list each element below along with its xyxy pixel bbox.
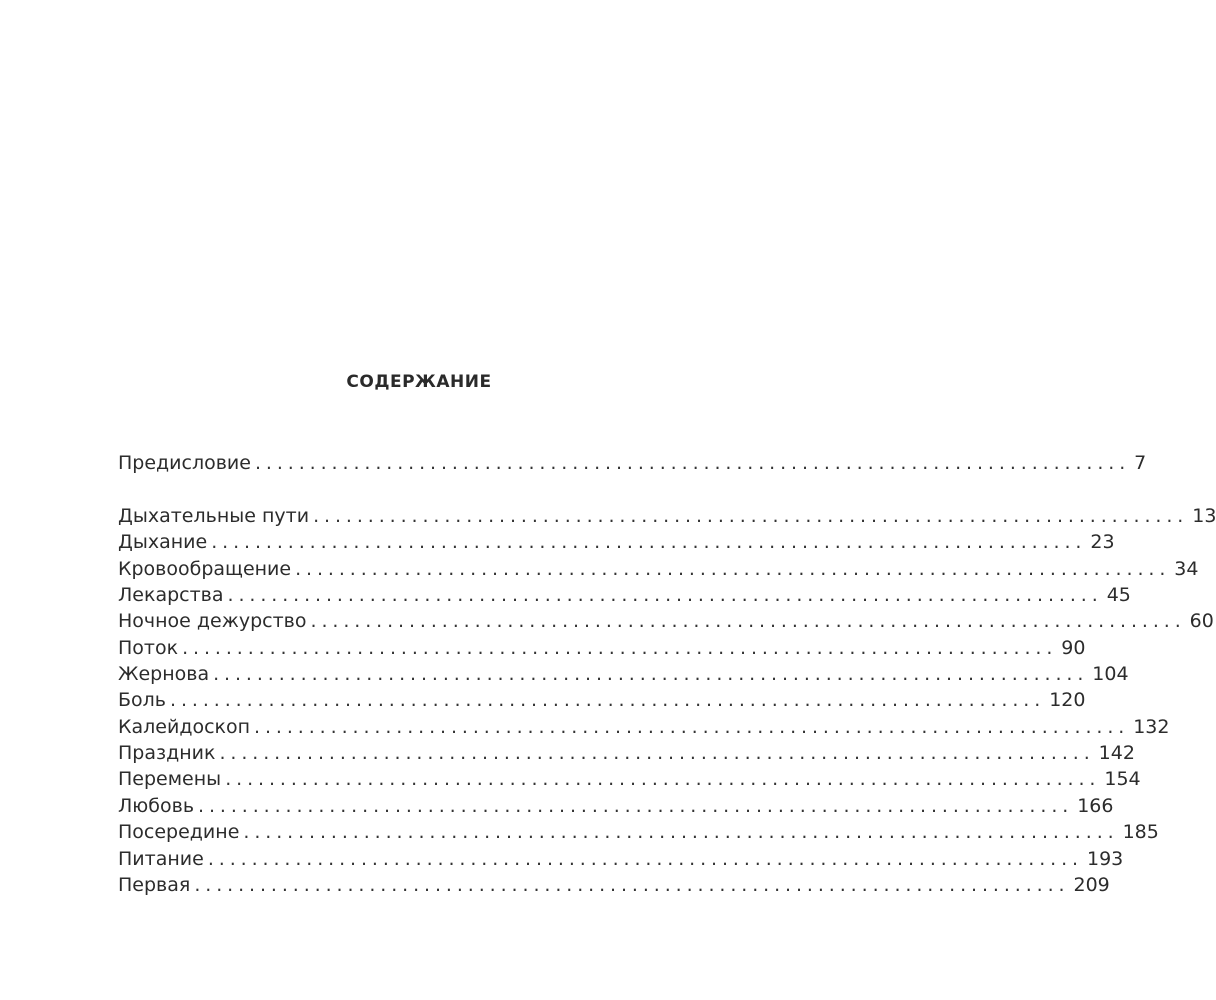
toc-entry-page: 45 bbox=[1106, 584, 1131, 606]
dot-leader: ................................................................................ bbox=[243, 821, 1119, 843]
toc-entry[interactable] bbox=[118, 503, 1216, 529]
toc-entry[interactable] bbox=[118, 608, 1214, 634]
toc-entry-page: 209 bbox=[1073, 874, 1110, 896]
dot-leader: ................................................................................ bbox=[295, 558, 1171, 580]
toc-entry-page: 60 bbox=[1189, 610, 1214, 632]
toc-entry-title: Посередине bbox=[118, 821, 240, 843]
toc-entry-title: Дыхательные пути bbox=[118, 505, 310, 527]
toc-entry[interactable] bbox=[118, 687, 1086, 713]
dot-leader: ................................................................................ bbox=[310, 610, 1186, 632]
toc-entry-page: 154 bbox=[1104, 768, 1141, 790]
toc-entry-title: Питание bbox=[118, 848, 204, 870]
toc-entry-page: 7 bbox=[1134, 452, 1147, 474]
toc-entry-title: Предисловие bbox=[118, 452, 251, 474]
toc-entry-page: 34 bbox=[1174, 558, 1199, 580]
toc-entry-title: Калейдоскоп bbox=[118, 716, 251, 738]
toc-entry-preface[interactable] bbox=[118, 450, 1147, 476]
toc-entry-title: Праздник bbox=[118, 742, 216, 764]
toc-entry[interactable] bbox=[118, 819, 1159, 845]
toc-entry-page: 193 bbox=[1086, 848, 1124, 870]
dot-leader: ................................................................................ bbox=[254, 452, 1131, 474]
toc-entry-title: Ночное дежурство bbox=[118, 610, 307, 632]
toc-entry[interactable] bbox=[118, 846, 1124, 872]
toc-entry-page: 166 bbox=[1077, 795, 1114, 817]
dot-leader: ................................................................................ bbox=[225, 768, 1101, 790]
toc-entry-title: Боль bbox=[118, 689, 167, 711]
toc-entry-page: 23 bbox=[1090, 531, 1115, 553]
toc-entry-title: Любовь bbox=[118, 795, 195, 817]
toc-entry[interactable] bbox=[118, 766, 1141, 792]
dot-leader: ................................................................................ bbox=[211, 531, 1087, 553]
toc-entry[interactable] bbox=[118, 529, 1115, 555]
toc-entry-page: 142 bbox=[1098, 742, 1135, 764]
toc-entry-page: 13 bbox=[1192, 505, 1216, 527]
toc-entry-title: Перемены bbox=[118, 768, 222, 790]
toc-entry[interactable] bbox=[118, 714, 1170, 740]
dot-leader: ................................................................................ bbox=[182, 637, 1058, 659]
toc-entry-title: Первая bbox=[118, 874, 191, 896]
dot-leader: ................................................................................ bbox=[194, 874, 1070, 896]
toc-entry-title: Жернова bbox=[118, 663, 210, 685]
toc-entry-title: Лекарства bbox=[118, 584, 224, 606]
toc-entry[interactable] bbox=[118, 793, 1114, 819]
toc-entry-title: Поток bbox=[118, 637, 179, 659]
dot-leader: ................................................................................ bbox=[207, 848, 1083, 870]
dot-leader: ................................................................................ bbox=[254, 716, 1130, 738]
dot-leader: ................................................................................ bbox=[213, 663, 1089, 685]
toc-entry[interactable] bbox=[118, 582, 1131, 608]
toc-entry[interactable] bbox=[118, 556, 1199, 582]
toc-entry-page: 90 bbox=[1061, 637, 1086, 659]
toc-entry[interactable] bbox=[118, 661, 1129, 687]
dot-leader: ................................................................................ bbox=[170, 689, 1046, 711]
toc-entry[interactable] bbox=[118, 635, 1086, 661]
toc-entry-page: 120 bbox=[1049, 689, 1086, 711]
toc-entry[interactable] bbox=[118, 740, 1135, 766]
dot-leader: ................................................................................ bbox=[219, 742, 1095, 764]
toc-entry[interactable] bbox=[118, 872, 1110, 898]
toc-entry-title: Дыхание bbox=[118, 531, 208, 553]
dot-leader: ................................................................................ bbox=[227, 584, 1103, 606]
dot-leader: ................................................................................ bbox=[313, 505, 1189, 527]
toc-entry-title: Кровообращение bbox=[118, 558, 292, 580]
toc-entry-page: 132 bbox=[1133, 716, 1170, 738]
contents-heading: СОДЕРЖАНИЕ bbox=[346, 372, 492, 392]
toc-entry-page: 185 bbox=[1122, 821, 1159, 843]
dot-leader: ................................................................................ bbox=[198, 795, 1074, 817]
toc-entry-page: 104 bbox=[1092, 663, 1129, 685]
